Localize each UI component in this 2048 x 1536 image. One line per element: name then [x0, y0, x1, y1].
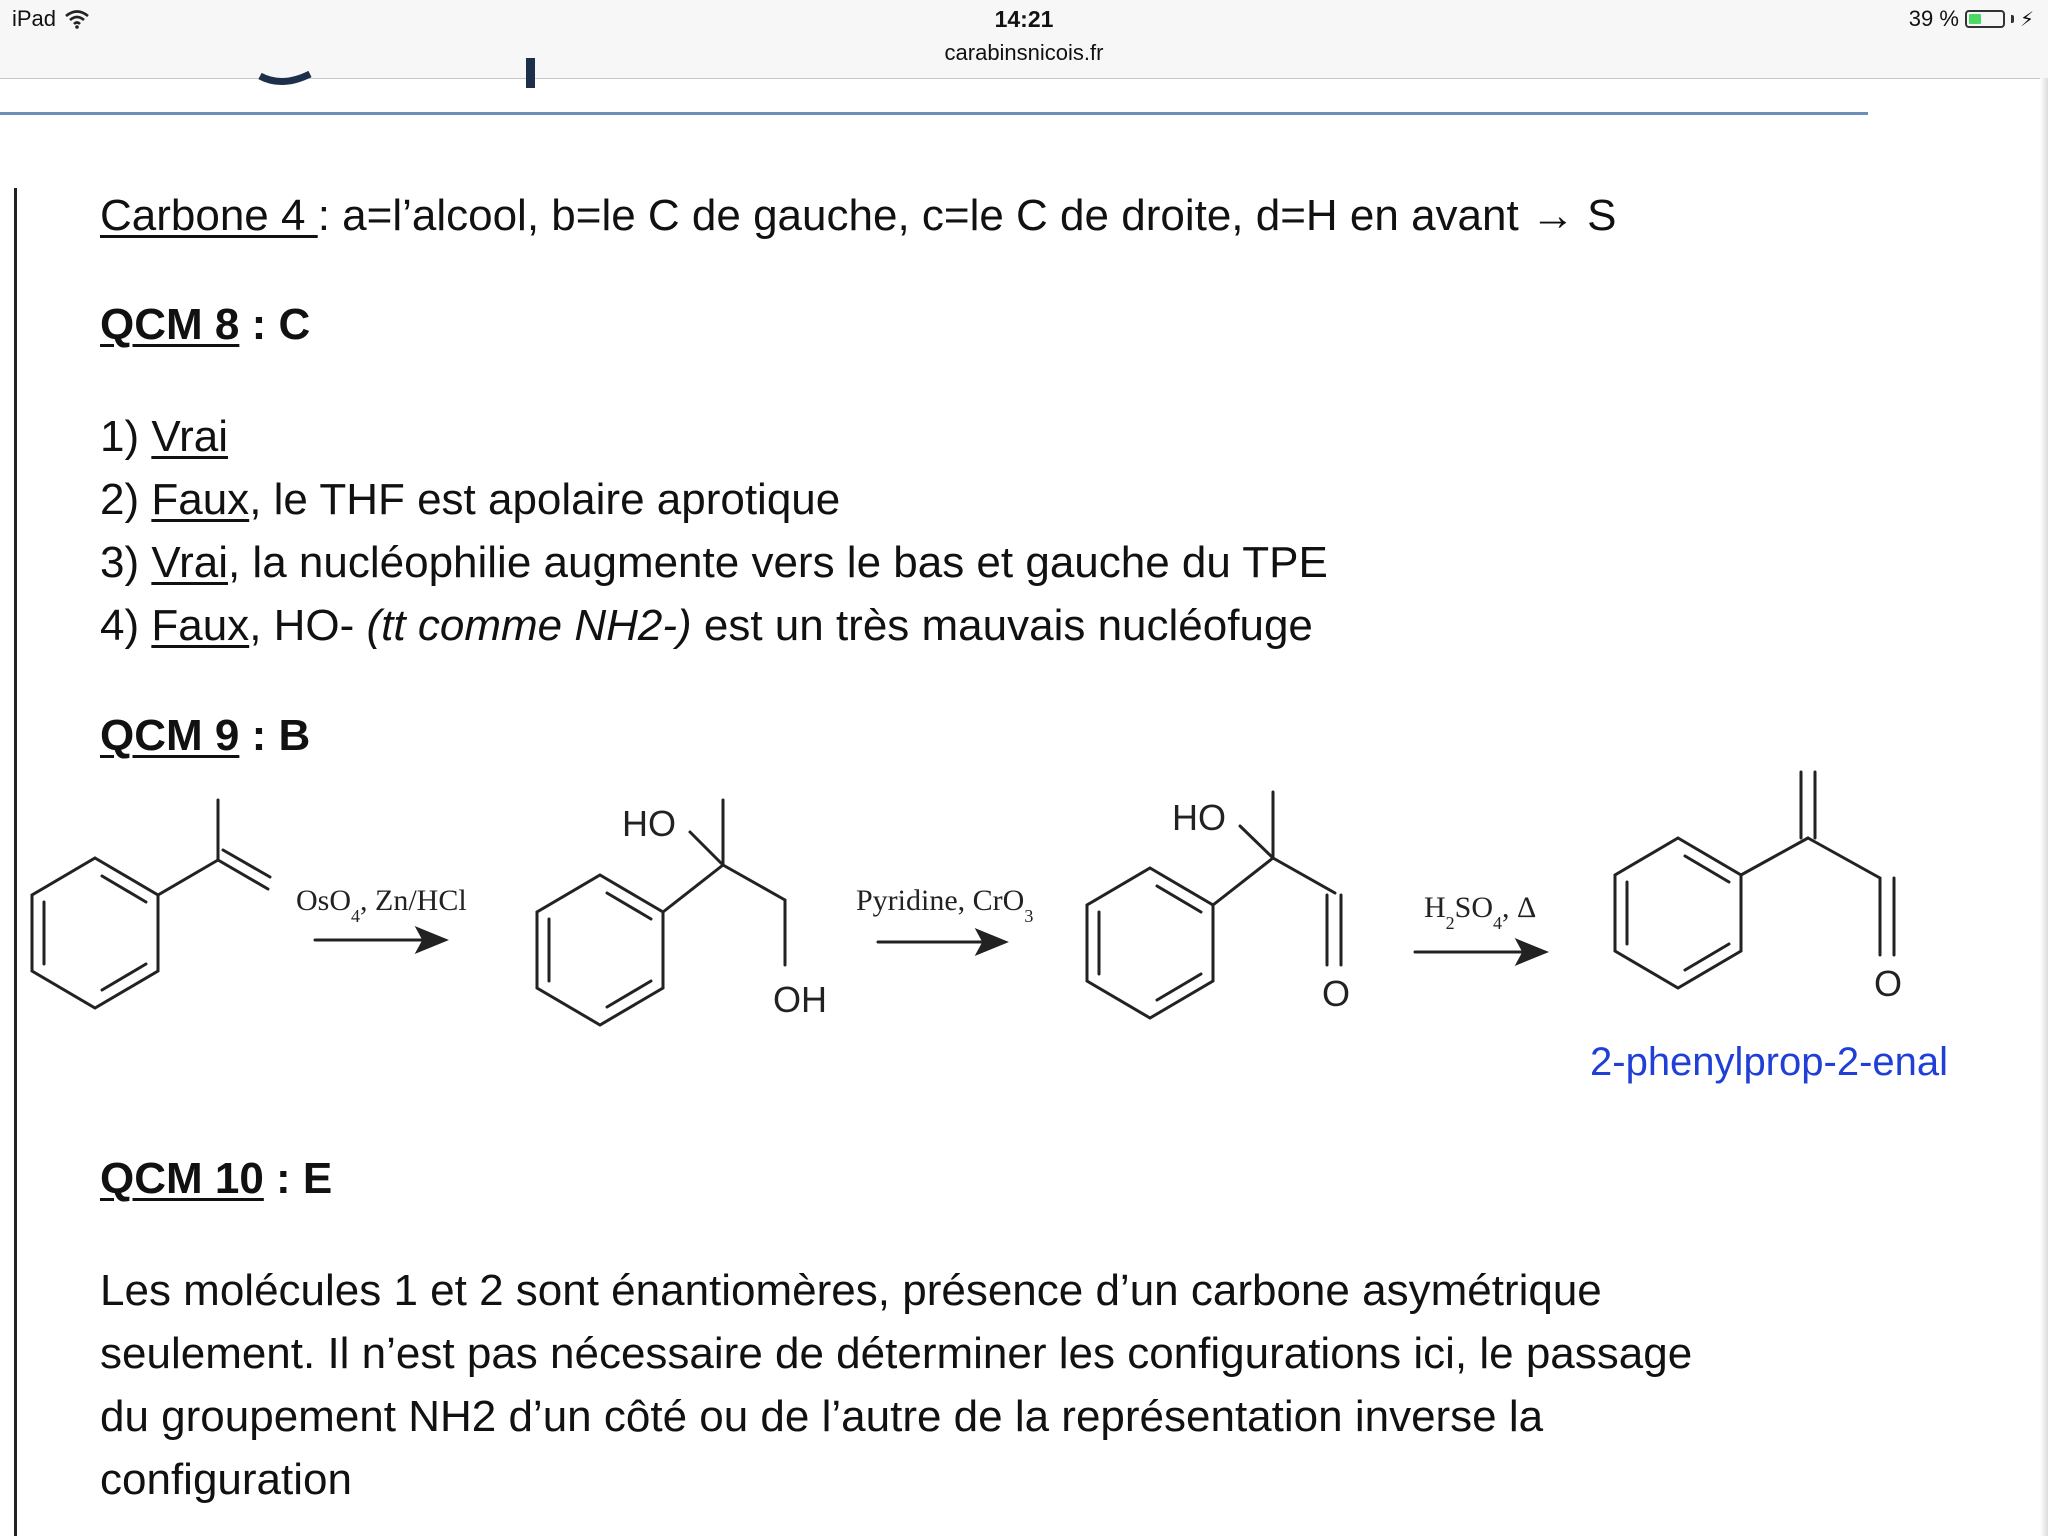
molecule-2-phenylprop-2-enal [1615, 772, 1894, 988]
reagent-2: Pyridine, CrO$_3$ [856, 884, 1034, 926]
reagent-1: OsO$_4$, Zn/HCl [296, 884, 467, 926]
qcm8-item-2 [100, 468, 840, 531]
item-verdict: Vrai [151, 538, 228, 587]
battery-icon [1965, 10, 2005, 28]
item-number: 2) [100, 475, 152, 524]
item-text: , la nucléophilie augmente vers le bas et gauche du TPE [227, 538, 1328, 587]
qcm8-answer: : C [239, 300, 311, 349]
diol-oh-label: OH [773, 979, 827, 1020]
product-name-label: 2-phenylprop-2-enal [1590, 1040, 1949, 1084]
qcm10-answer: : E [263, 1154, 333, 1203]
qcm8-label: QCM 8 [100, 300, 240, 349]
qcm8-heading [100, 293, 310, 356]
status-right [1909, 6, 2034, 32]
item-number: 3) [100, 538, 152, 587]
carbone4-text: : a=l’alcool, b=le C de gauche, c=le C de droite, d=H en avant → S [317, 191, 1617, 240]
header-divider [0, 112, 1868, 115]
qcm10-line-4: configuration [100, 1455, 352, 1504]
heading-descender-shapes [230, 58, 570, 88]
qcm9-label: QCM 9 [100, 711, 240, 760]
clipped-heading-fragment [230, 58, 570, 88]
item-text: , HO- [249, 601, 367, 650]
battery-fill [1969, 14, 1981, 24]
battery-percent: 39 % [1908, 6, 1959, 31]
qcm10-line-3: du groupement NH2 d’un côté ou de l’autre de la représentation inverse la [100, 1392, 1544, 1441]
item-number: 4) [100, 601, 152, 650]
item-verdict: Faux [151, 601, 250, 650]
address-bar-url[interactable]: carabinsnicois.fr [944, 40, 1104, 65]
diol-ho-label: HO [622, 803, 676, 844]
qcm9-heading [100, 704, 310, 767]
status-time: 14:21 [994, 6, 1054, 32]
aldehyde-o-label: O [1322, 973, 1351, 1014]
item-number: 1) [100, 412, 152, 461]
document-left-border [14, 188, 17, 1536]
page-edge-shadow [2040, 78, 2048, 1536]
carbone4-line [100, 184, 1617, 247]
item-text-tail: est un très mauvais nucléofuge [691, 601, 1313, 650]
battery-tip [2011, 15, 2014, 23]
aldehyde-ho-label: HO [1172, 797, 1226, 838]
molecule-alpha-methylstyrene [32, 800, 270, 1008]
qcm10-line-2: seulement. Il n’est pas nécessaire de déterminer les configurations ici, le passage [100, 1329, 1693, 1378]
item-text: , le THF est apolaire aprotique [249, 475, 841, 524]
qcm8-item-1 [100, 405, 228, 468]
device-name: iPad [12, 6, 57, 31]
reagent-3: $H_2SO_4$, Δ [1424, 891, 1537, 933]
item-italic-note: (tt comme NH2-) [366, 601, 692, 650]
qcm10-heading [100, 1147, 332, 1210]
qcm9-answer: : B [239, 711, 311, 760]
charging-bolt-icon: ⚡ [2019, 8, 2034, 31]
qcm10-line-1: Les molécules 1 et 2 sont énantiomères, présence d’un carbone asymétrique [100, 1266, 1602, 1315]
enal-o-label: O [1874, 963, 1903, 1004]
carbone4-label: Carbone 4 [100, 191, 318, 240]
qcm10-label: QCM 10 [100, 1154, 264, 1203]
item-verdict: Faux [151, 475, 250, 524]
item-verdict: Vrai [151, 412, 228, 461]
qcm8-item-3 [100, 531, 1328, 594]
qcm8-item-4 [100, 594, 1313, 657]
